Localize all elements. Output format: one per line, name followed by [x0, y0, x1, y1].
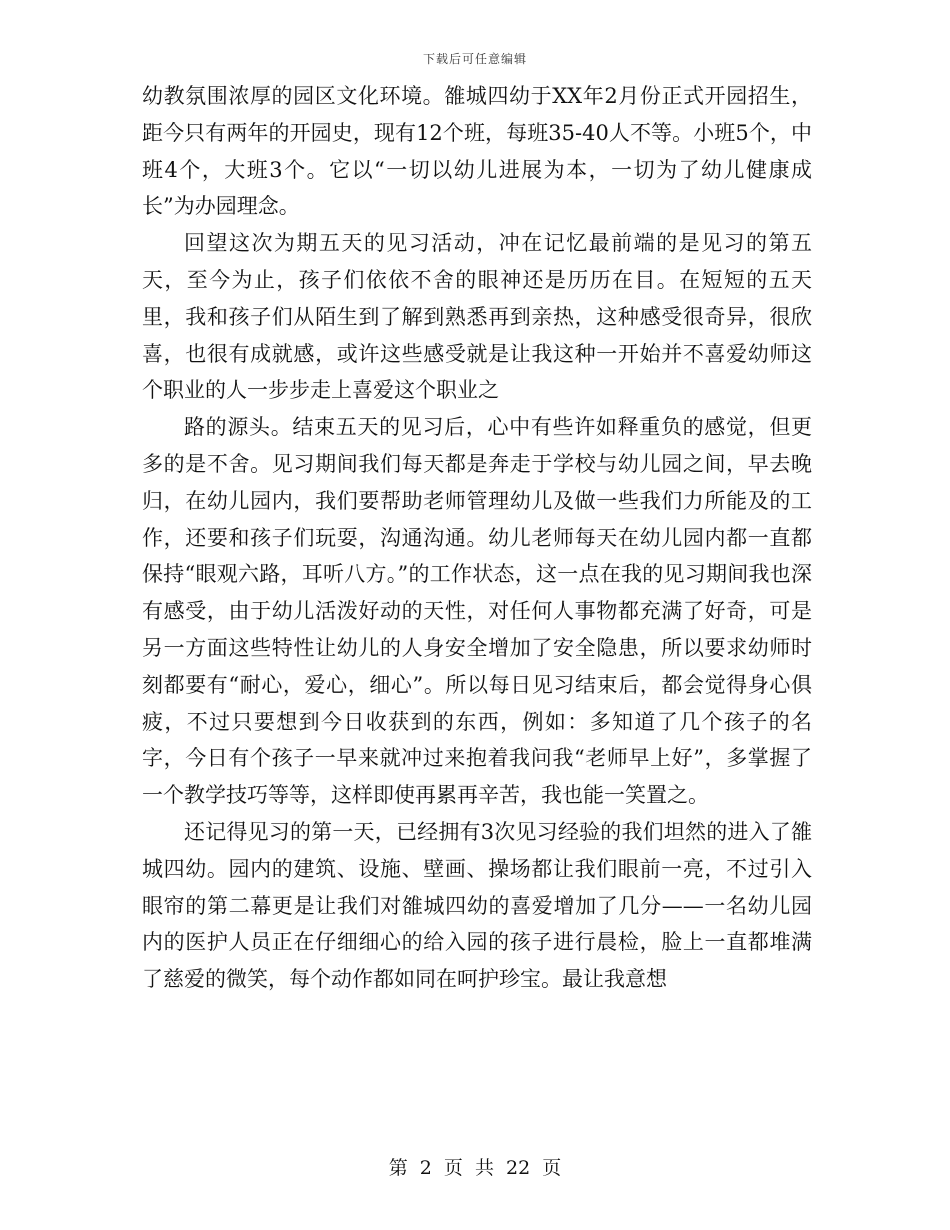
- paragraph-3: 路的源头。结束五天的见习后，心中有些许如释重负的感觉，但更多的是不舍。见习期间我们每天都是奔走于学校与幼儿园之间，早去晚归，在幼儿园内，我们要帮助老师管理幼儿及做一些我们力所能及的工作，还要和孩子们玩耍，沟通沟通。幼儿老师每天在幼儿园内都一直都保持“眼观六路，耳听八方。”的工作状态，这一点在我的见习期间我也深有感受，由于幼儿活泼好动的天性，对任何人事物都充满了好奇，可是另一方面这些特性让幼儿的人身安全增加了安全隐患，所以要求幼师时刻都要有“耐心，爱心，细心”。所以每日见习结束后，都会觉得身心俱疲，不过只要想到今日收获到的东西，例如：多知道了几个孩子的名字，今日有个孩子一早来就冲过来抱着我问我“老师早上好”，多掌握了一个教学技巧等等，这样即使再累再辛苦，我也能一笑置之。: [142, 415, 812, 808]
- document-body: [142, 78, 812, 998]
- paragraph-2: 回望这次为期五天的见习活动，冲在记忆最前端的是见习的第五天，至今为止，孩子们依依不舍的眼神还是历历在目。在短短的五天里，我和孩子们从陌生到了解到熟悉再到亲热，这种感受很奇异，很欣喜，也很有成就感，或许这些感受就是让我这种一开始并不喜爱幼师这个职业的人一步步走上喜爱这个职业之: [142, 231, 812, 403]
- paragraph-4: 还记得见习的第一天，已经拥有3次见习经验的我们坦然的进入了雒城四幼。园内的建筑、设施、壁画、操场都让我们眼前一亮，不过引入眼帘的第二幕更是让我们对雒城四幼的喜爱增加了几分——一名幼儿园内的医护人员正在仔细细心的给入园的孩子进行晨检，脸上一直都堆满了慈爱的微笑，每个动作都如同在呵护珍宝。最让我意想: [142, 819, 812, 992]
- page-header: 下载后可任意编辑: [422, 52, 527, 66]
- page-number-footer: 第 2 页 共 22 页: [388, 1157, 562, 1179]
- paragraph-1: 幼教氛围浓厚的园区文化环境。雒城四幼于XX年2月份正式开园招生，距今只有两年的开园史，现有12个班，每班35-40人不等。小班5个，中班4个，大班3个。它以“一切以幼儿进展为本，一切为了幼儿健康成长”为办园理念。: [142, 84, 812, 219]
